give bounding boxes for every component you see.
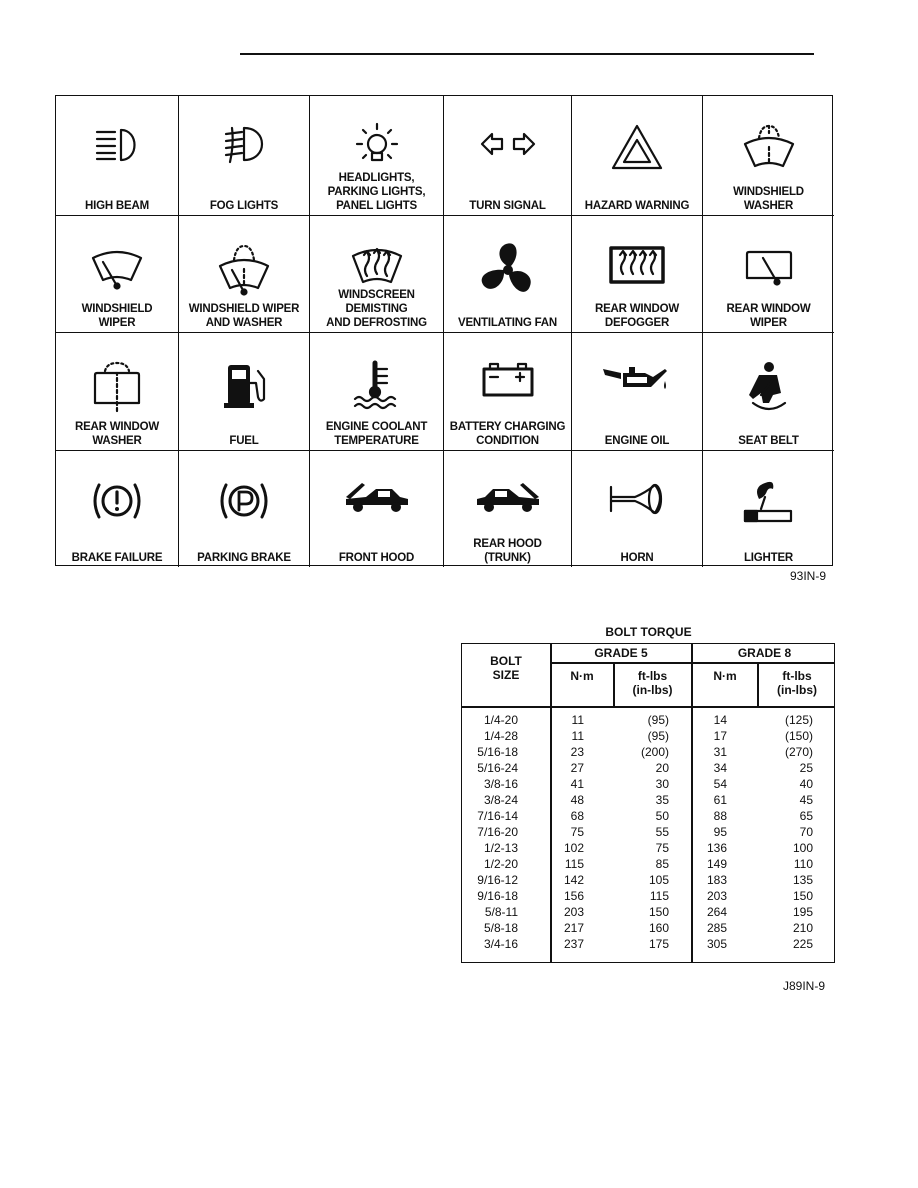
symbol-label: ENGINE COOLANT TEMPERATURE [325, 421, 428, 447]
table-cell: 27 [570, 761, 584, 775]
table-cell: 105 [648, 873, 669, 887]
nm-header-g8: N·m [713, 669, 737, 683]
table-cell: (150) [784, 729, 813, 743]
table-cell: 75 [655, 841, 669, 855]
table-cell: 35 [655, 793, 669, 807]
symbol-cell [310, 216, 444, 333]
symbol-cell [56, 96, 179, 216]
table-cell: 142 [563, 873, 584, 887]
table-cell: 68 [570, 809, 584, 823]
symbol-label: REAR HOOD (TRUNK) [473, 538, 542, 564]
table-row [462, 937, 834, 953]
symbol-cell [444, 96, 572, 216]
table-cell: 3/8-24 [483, 793, 518, 807]
symbol-cell [444, 216, 572, 333]
bolt-size-header: BOLT SIZE [490, 654, 522, 682]
table-cell: 1/4-28 [483, 729, 518, 743]
symbol-cell [444, 451, 572, 567]
symbol-label: WINDSHIELD WASHER [733, 186, 804, 212]
table-cell: 183 [706, 873, 727, 887]
ftlbs-header-g5: ft-lbs (in-lbs) [632, 669, 673, 697]
table-cell: 136 [706, 841, 727, 855]
symbol-label: WINDSHIELD WIPER [81, 303, 153, 329]
table-cell: 217 [563, 921, 584, 935]
table-cell: (95) [647, 729, 669, 743]
symbol-cell [444, 333, 572, 451]
symbol-cell [572, 216, 703, 333]
table-cell: 61 [713, 793, 727, 807]
symbol-label: FUEL [229, 435, 259, 447]
table-cell: 1/2-13 [483, 841, 518, 855]
table-cell: 3/8-16 [483, 777, 518, 791]
symbol-cell [572, 333, 703, 451]
table-cell: 50 [655, 809, 669, 823]
symbol-cell [703, 216, 834, 333]
table-cell: 175 [648, 937, 669, 951]
ftlbs-header-g8: ft-lbs (in-lbs) [777, 669, 817, 697]
table-cell: 115 [649, 889, 669, 903]
table-cell: 85 [655, 857, 669, 871]
table-row [462, 889, 834, 905]
table-cell: 23 [570, 745, 584, 759]
symbol-label: SEAT BELT [738, 435, 799, 447]
table-cell: 135 [792, 873, 813, 887]
table-cell: 7/16-20 [477, 825, 518, 839]
table-row [462, 905, 834, 921]
table-cell: 102 [563, 841, 584, 855]
symbol-label: VENTILATING FAN [457, 317, 557, 329]
table-cell: 210 [792, 921, 813, 935]
symbol-cell [703, 96, 834, 216]
table-cell: 75 [570, 825, 584, 839]
table-cell: (270) [784, 745, 813, 759]
table-cell: 150 [648, 905, 669, 919]
symbol-label: FRONT HOOD [338, 552, 415, 564]
table-cell: 156 [563, 889, 584, 903]
header-rule [240, 53, 814, 55]
table-row [462, 777, 834, 793]
table-cell: 25 [799, 761, 813, 775]
symbol-cell [56, 451, 179, 567]
table-row [462, 857, 834, 873]
table-cell: 9/16-12 [477, 873, 518, 887]
table-row [462, 921, 834, 937]
torque-table-title: BOLT TORQUE [605, 625, 692, 639]
symbol-grid [55, 95, 833, 566]
symbol-label: FOG LIGHTS [209, 200, 279, 212]
symbol-cell [310, 451, 444, 567]
grade8-header: GRADE 8 [737, 646, 792, 660]
table-cell: 7/16-14 [477, 809, 518, 823]
symbol-label: REAR WINDOW WIPER [726, 303, 811, 329]
table-cell: 195 [792, 905, 813, 919]
table-cell: 17 [713, 729, 727, 743]
table-cell: (125) [784, 713, 813, 727]
table-cell: 5/8-11 [484, 905, 518, 919]
nm-header-g5: N·m [570, 669, 594, 683]
table-cell: 30 [655, 777, 669, 791]
table-cell: 40 [799, 777, 813, 791]
symbol-label: HEADLIGHTS, PARKING LIGHTS, PANEL LIGHTS [327, 172, 426, 212]
table-cell: 3/4-16 [483, 937, 518, 951]
table-cell: 285 [706, 921, 727, 935]
table-row [462, 825, 834, 841]
symbol-label: HIGH BEAM [84, 200, 149, 212]
symbol-label: REAR WINDOW DEFOGGER [594, 303, 680, 329]
symbol-cell [310, 333, 444, 451]
table-cell: 5/16-18 [477, 745, 518, 759]
table-cell: 225 [792, 937, 813, 951]
symbol-label: TURN SIGNAL [469, 200, 546, 212]
table-row [462, 841, 834, 857]
table-cell: (95) [647, 713, 669, 727]
table-cell: 237 [563, 937, 584, 951]
table-cell: 31 [713, 745, 727, 759]
table-cell: 41 [570, 777, 584, 791]
symbol-cell [179, 333, 310, 451]
symbol-cell [703, 333, 834, 451]
table-row [462, 809, 834, 825]
symbol-cell [572, 451, 703, 567]
symbol-label: BATTERY CHARGING CONDITION [449, 421, 566, 447]
table-cell: 9/16-18 [477, 889, 518, 903]
figure-id-2: J89IN-9 [783, 979, 826, 993]
symbol-label: WINDSCREEN DEMISTING AND DEFROSTING [326, 289, 427, 329]
table-cell: 203 [563, 905, 584, 919]
table-cell: 203 [706, 889, 727, 903]
table-row [462, 761, 834, 777]
symbol-cell [56, 216, 179, 333]
table-cell: 20 [655, 761, 669, 775]
symbol-cell [179, 216, 310, 333]
symbol-label: BRAKE FAILURE [71, 552, 163, 564]
symbol-cell [572, 96, 703, 216]
table-cell: 1/4-20 [483, 713, 518, 727]
symbol-cell [56, 333, 179, 451]
table-cell: 70 [799, 825, 813, 839]
table-cell: 305 [706, 937, 727, 951]
symbol-label: WINDSHIELD WIPER AND WASHER [188, 303, 300, 329]
table-cell: 5/8-18 [483, 921, 518, 935]
table-cell: 48 [570, 793, 584, 807]
table-row [462, 793, 834, 809]
table-row [462, 713, 834, 729]
symbol-cell [179, 96, 310, 216]
table-row [462, 729, 834, 745]
table-cell: 14 [713, 713, 727, 727]
table-cell: 264 [706, 905, 727, 919]
torque-table [461, 643, 835, 963]
symbol-label: REAR WINDOW WASHER [74, 421, 160, 447]
symbol-cell [310, 96, 444, 216]
table-cell: 54 [713, 777, 727, 791]
table-cell: 160 [648, 921, 669, 935]
table-cell: 11 [571, 729, 584, 743]
symbol-cell [703, 451, 834, 567]
table-cell: 1/2-20 [483, 857, 518, 871]
table-cell: (200) [640, 745, 669, 759]
figure-id: 93IN-9 [790, 569, 827, 583]
table-cell: 110 [793, 857, 813, 871]
table-cell: 88 [713, 809, 727, 823]
symbol-label: LIGHTER [743, 552, 794, 564]
table-cell: 11 [571, 713, 584, 727]
table-cell: 95 [713, 825, 727, 839]
table-cell: 34 [713, 761, 727, 775]
table-cell: 55 [655, 825, 669, 839]
table-cell: 150 [792, 889, 813, 903]
table-cell: 5/16-24 [477, 761, 518, 775]
table-cell: 100 [792, 841, 813, 855]
table-cell: 149 [706, 857, 727, 871]
symbol-label: ENGINE OIL [604, 435, 670, 447]
symbol-label: HORN [620, 552, 654, 564]
symbol-label: PARKING BRAKE [197, 552, 291, 564]
table-cell: 115 [564, 857, 584, 871]
grade5-header: GRADE 5 [594, 646, 648, 660]
symbol-cell [179, 451, 310, 567]
table-row [462, 745, 834, 761]
table-cell: 45 [799, 793, 813, 807]
symbol-label: HAZARD WARNING [584, 200, 690, 212]
table-cell: 65 [799, 809, 813, 823]
table-row [462, 873, 834, 889]
